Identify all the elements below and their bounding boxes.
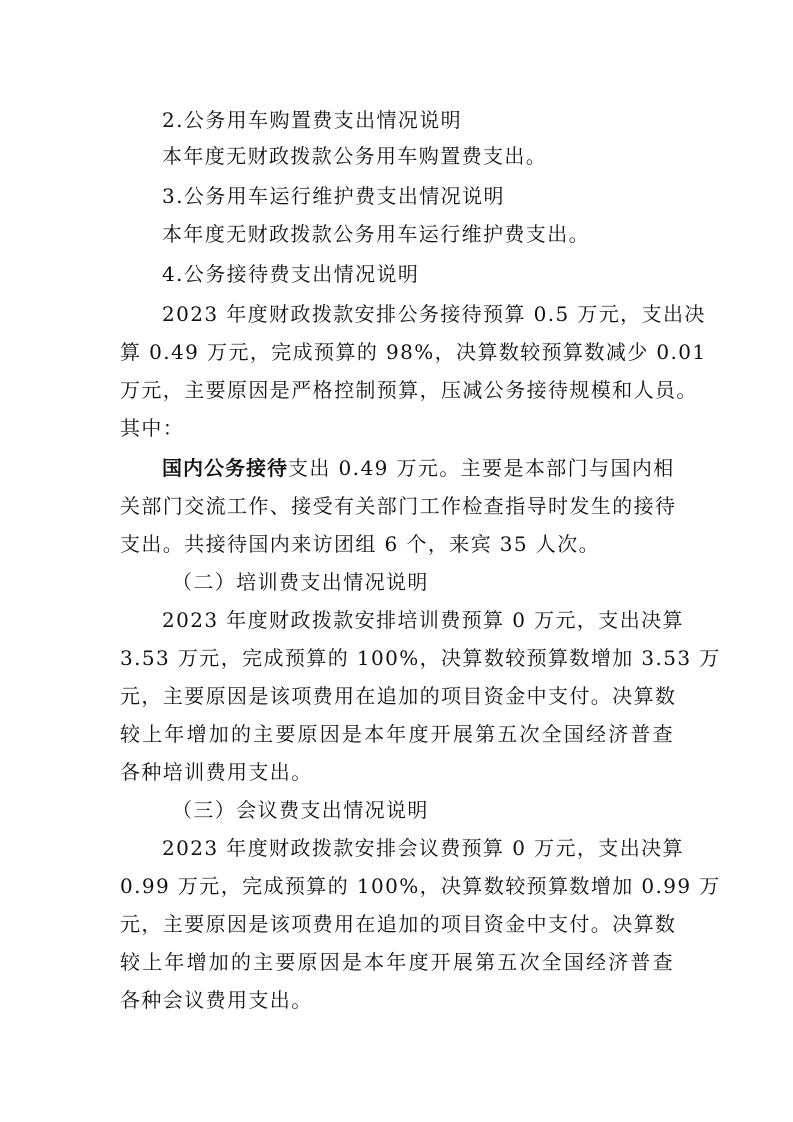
training-line-2: 3.53 万元，完成预算的 100%，决算数较预算数增加 3.53 万 xyxy=(120,646,721,670)
car-maintenance-heading: 3.公务用车运行维护费支出情况说明 xyxy=(162,184,505,208)
reception-heading: 4.公务接待费支出情况说明 xyxy=(162,262,420,286)
domestic-reception-text: 支出 0.49 万元。主要是本部门与国内相 xyxy=(288,456,675,480)
reception-line-2: 算 0.49 万元，完成预算的 98%，决算数较预算数减少 0.01 xyxy=(120,340,707,364)
domestic-reception-line-1 xyxy=(162,456,722,480)
meeting-heading: （三）会议费支出情况说明 xyxy=(172,798,429,822)
car-maintenance-body: 本年度无财政拨款公务用车运行维护费支出。 xyxy=(162,222,590,246)
training-line-1: 2023 年度财政拨款安排培训费预算 0 万元，支出决算 xyxy=(162,608,684,632)
reception-line-3: 万元，主要原因是严格控制预算，压减公务接待规模和人员。 xyxy=(120,378,698,402)
reception-line-4: 其中： xyxy=(120,416,185,440)
domestic-reception-title: 国内公务接待 xyxy=(162,456,288,480)
meeting-line-4: 较上年增加的主要原因是本年度开展第五次全国经济普查 xyxy=(120,950,674,974)
car-purchase-body: 本年度无财政拨款公务用车购置费支出。 xyxy=(162,144,548,168)
domestic-reception-line-2: 关部门交流工作、接受有关部门工作检查指导时发生的接待 xyxy=(120,494,677,518)
training-line-5: 各种培训费用支出。 xyxy=(120,760,313,784)
training-line-3: 元，主要原因是该项费用在追加的项目资金中支付。决算数 xyxy=(120,684,677,708)
meeting-line-5: 各种会议费用支出。 xyxy=(120,988,313,1012)
training-line-4: 较上年增加的主要原因是本年度开展第五次全国经济普查 xyxy=(120,722,674,746)
meeting-line-1: 2023 年度财政拨款安排会议费预算 0 万元，支出决算 xyxy=(162,836,684,860)
reception-line-1: 2023 年度财政拨款安排公务接待预算 0.5 万元，支出决 xyxy=(162,302,706,326)
car-purchase-heading: 2.公务用车购置费支出情况说明 xyxy=(162,108,463,132)
domestic-reception-line-3: 支出。共接待国内来访团组 6 个，来宾 35 人次。 xyxy=(120,532,601,556)
meeting-line-2: 0.99 万元，完成预算的 100%，决算数较预算数增加 0.99 万 xyxy=(120,874,721,898)
training-heading: （二）培训费支出情况说明 xyxy=(172,570,429,594)
meeting-line-3: 元，主要原因是该项费用在追加的项目资金中支付。决算数 xyxy=(120,912,677,936)
